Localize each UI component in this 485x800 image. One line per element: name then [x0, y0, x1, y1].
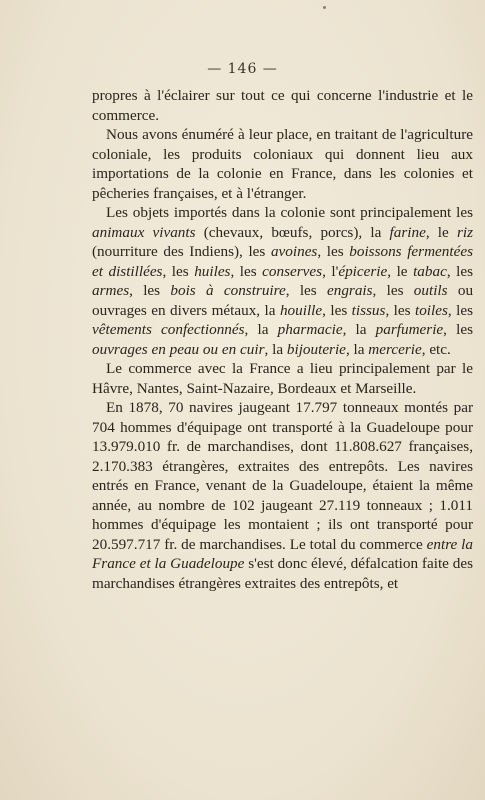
paragraph-4: Le commerce avec la France a lieu principalement par le Hâvre, Nantes, Saint-Nazaire, Bordeaux et Marseille. [92, 360, 473, 397]
paragraph-3: Les objets importés dans la colonie sont principalement les animaux vivants (chevaux, bœufs, porcs), la farine, le riz (nourriture des Indiens), les avoines, les boissons fermentées et distillées, les huiles, les conserves, l'épicerie, le tabac, les armes, les bois à construire, les engrais, les outils ou ouvrages en divers métaux, la houille, les tissus, les toiles, les vêtements confectionnés, la pharmacie, la parfumerie, les ouvrages en peau ou en cuir, la bijouterie, la mercerie, etc. [92, 204, 474, 358]
paragraph-2: Nous avons énuméré à leur place, en traitant de l'agriculture coloniale, les produits coloniaux qui donnent lieu aux importations de la colonie en France, dans les colonies et pêcheries françaises, et à l'étranger. [92, 126, 473, 202]
page-number: — 146 — [207, 61, 278, 77]
paragraph-1: propres à l'éclairer sur tout ce qui concerne l'industrie et le commerce. [92, 87, 473, 124]
paper-speck [323, 6, 326, 9]
paragraph-5: En 1878, 70 navires jaugeant 17.797 tonneaux montés par 704 hommes d'équipage ont transporté à la Guadeloupe pour 13.979.010 fr. de marchandises, dont 11.808.627 françaises, 2.170.383 étrangères, extraites des entrepôts. Les navires entrés en France, venant de la Guadeloupe, étaient la même année, au nombre de 102 jaugeant 27.119 tonneaux ; 1.011 hommes d'équipage les montaient ; ils ont transporté pour 20.597.717 fr. de marchandises. Le total du commerce entre la France et la Guadeloupe s'est donc élevé, défalcation faite des marchandises étrangères extraites des entrepôts, et [92, 399, 473, 592]
body-text [92, 86, 473, 593]
